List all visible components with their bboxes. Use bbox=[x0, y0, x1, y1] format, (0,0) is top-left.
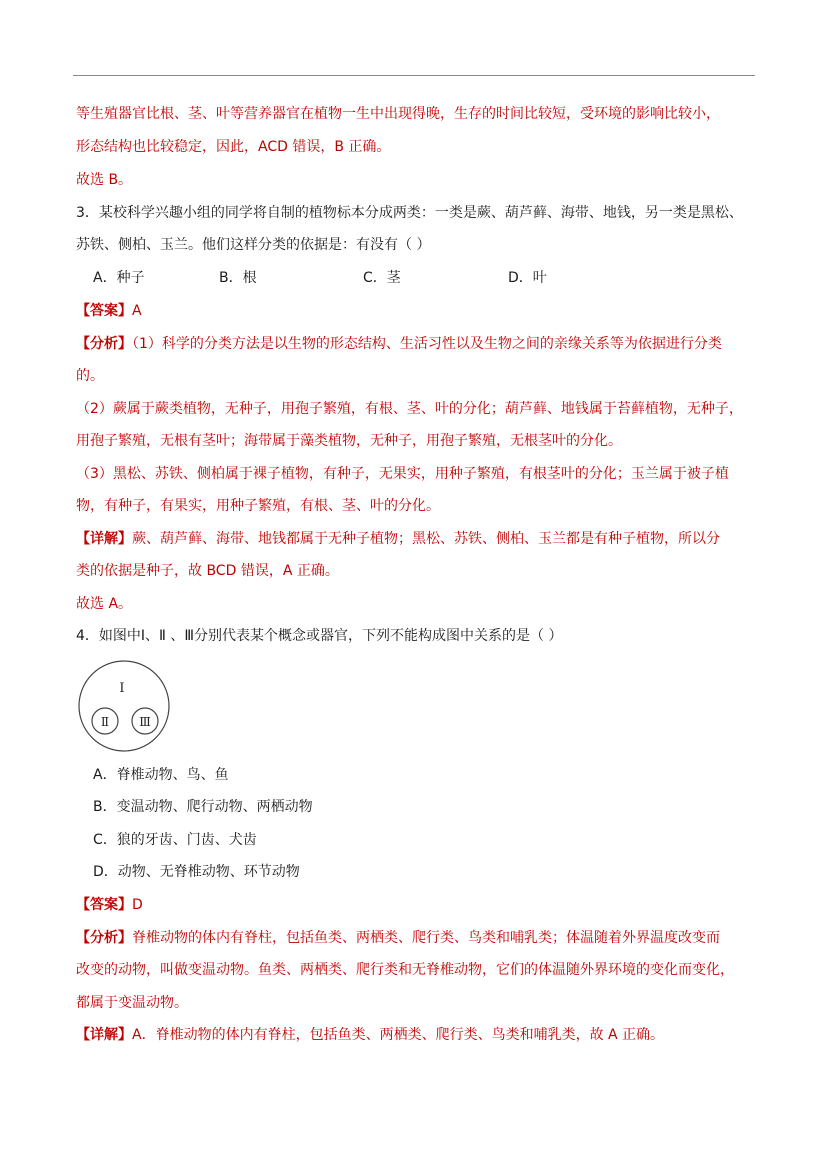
label-right: Ⅲ bbox=[139, 715, 151, 729]
q3-option-c: C．茎 bbox=[363, 270, 401, 286]
q3-option-b: B．根 bbox=[219, 270, 257, 286]
header-rule bbox=[73, 75, 755, 76]
detail-line: 类的依据是种子，故 BCD 错误，A 正确。 bbox=[76, 563, 339, 579]
answer-tag: 【答案】 bbox=[76, 303, 132, 319]
analysis-text: 脊椎动物的体内有脊柱，包括鱼类、两栖类、爬行类、鸟类和哺乳类；体温随着外界温度改变而 bbox=[132, 930, 720, 946]
answer-value: D bbox=[132, 897, 143, 913]
answer-tag: 【答案】 bbox=[76, 897, 132, 913]
venn-diagram bbox=[76, 660, 172, 752]
analysis-line: 改变的动物，叫做变温动物。鱼类、两栖类、爬行类和无脊椎动物，它们的体温随外界环境的变化而变化， bbox=[76, 962, 734, 978]
detail-row-4 bbox=[76, 1025, 664, 1045]
question-3-stem: 苏铁、侧柏、玉兰。他们这样分类的依据是：有没有（ ） bbox=[76, 237, 431, 253]
analysis-tag: 【分析】 bbox=[76, 930, 132, 946]
detail-tag: 【详解】 bbox=[76, 531, 132, 547]
q4-option-b: B．变温动物、爬行动物、两栖动物 bbox=[93, 799, 313, 815]
analysis-tag: 【分析】 bbox=[76, 336, 132, 352]
q4-option-c: C．狼的牙齿、门齿、犬齿 bbox=[93, 832, 257, 848]
detail-tag: 【详解】 bbox=[76, 1027, 132, 1043]
label-left: Ⅱ bbox=[100, 715, 110, 729]
q4-option-d: D．动物、无脊椎动物、环节动物 bbox=[93, 864, 300, 880]
detail-text: 蕨、葫芦藓、海带、地钱都属于无种子植物；黑松、苏铁、侧柏、玉兰都是有种子植物，所以分 bbox=[132, 531, 720, 547]
question-4-stem: 4．如图中Ⅰ、Ⅱ 、Ⅲ分别代表某个概念或器官，下列不能构成图中关系的是（ ） bbox=[76, 628, 563, 644]
detail-text: A．脊椎动物的体内有脊柱，包括鱼类、两栖类、爬行类、鸟类和哺乳类，故 A 正确。 bbox=[132, 1027, 665, 1043]
q3-option-a: A．种子 bbox=[93, 270, 145, 286]
analysis-row-3 bbox=[76, 334, 722, 354]
q4-option-a: A．脊椎动物、鸟、鱼 bbox=[93, 767, 229, 783]
choice-conclusion: 故选 B。 bbox=[76, 172, 133, 188]
analysis-row-4 bbox=[76, 928, 720, 948]
analysis-line: 的。 bbox=[76, 368, 104, 384]
analysis-line: 等生殖器官比根、茎、叶等营养器官在植物一生中出现得晚，生存的时间比较短，受环境的影响比较小， bbox=[76, 106, 720, 122]
q3-option-d: D．叶 bbox=[508, 270, 547, 286]
answer-row-3 bbox=[76, 301, 142, 321]
analysis-text: （1）科学的分类方法是以生物的形态结构、生活习性以及生物之间的亲缘关系等为依据进行分类 bbox=[132, 336, 722, 352]
analysis-line: 都属于变温动物。 bbox=[76, 995, 188, 1011]
analysis-line: 物，有种子，有果实，用种子繁殖，有根、茎、叶的分化。 bbox=[76, 498, 440, 514]
outer-circle bbox=[79, 661, 169, 751]
label-outer: Ⅰ bbox=[119, 681, 125, 696]
question-3-stem: 3．某校科学兴趣小组的同学将自制的植物标本分成两类：一类是蕨、葫芦藓、海带、地钱，另一类是黑松、 bbox=[76, 205, 743, 221]
analysis-line: 形态结构也比较稳定，因此，ACD 错误，B 正确。 bbox=[76, 139, 391, 155]
analysis-line: 用孢子繁殖，无根有茎叶；海带属于藻类植物，无种子，用孢子繁殖，无根茎叶的分化。 bbox=[76, 433, 622, 449]
answer-row-4 bbox=[76, 895, 143, 915]
analysis-line: （3）黑松、苏铁、侧柏属于裸子植物，有种子，无果实，用种子繁殖，有根茎叶的分化；玉兰属于被子植 bbox=[76, 466, 729, 482]
answer-value: A bbox=[132, 303, 142, 319]
analysis-line: （2）蕨属于蕨类植物，无种子，用孢子繁殖，有根、茎、叶的分化；葫芦藓、地钱属于苔藓植物，无种子， bbox=[76, 401, 743, 417]
choice-conclusion: 故选 A。 bbox=[76, 596, 133, 612]
detail-row-3 bbox=[76, 529, 720, 549]
